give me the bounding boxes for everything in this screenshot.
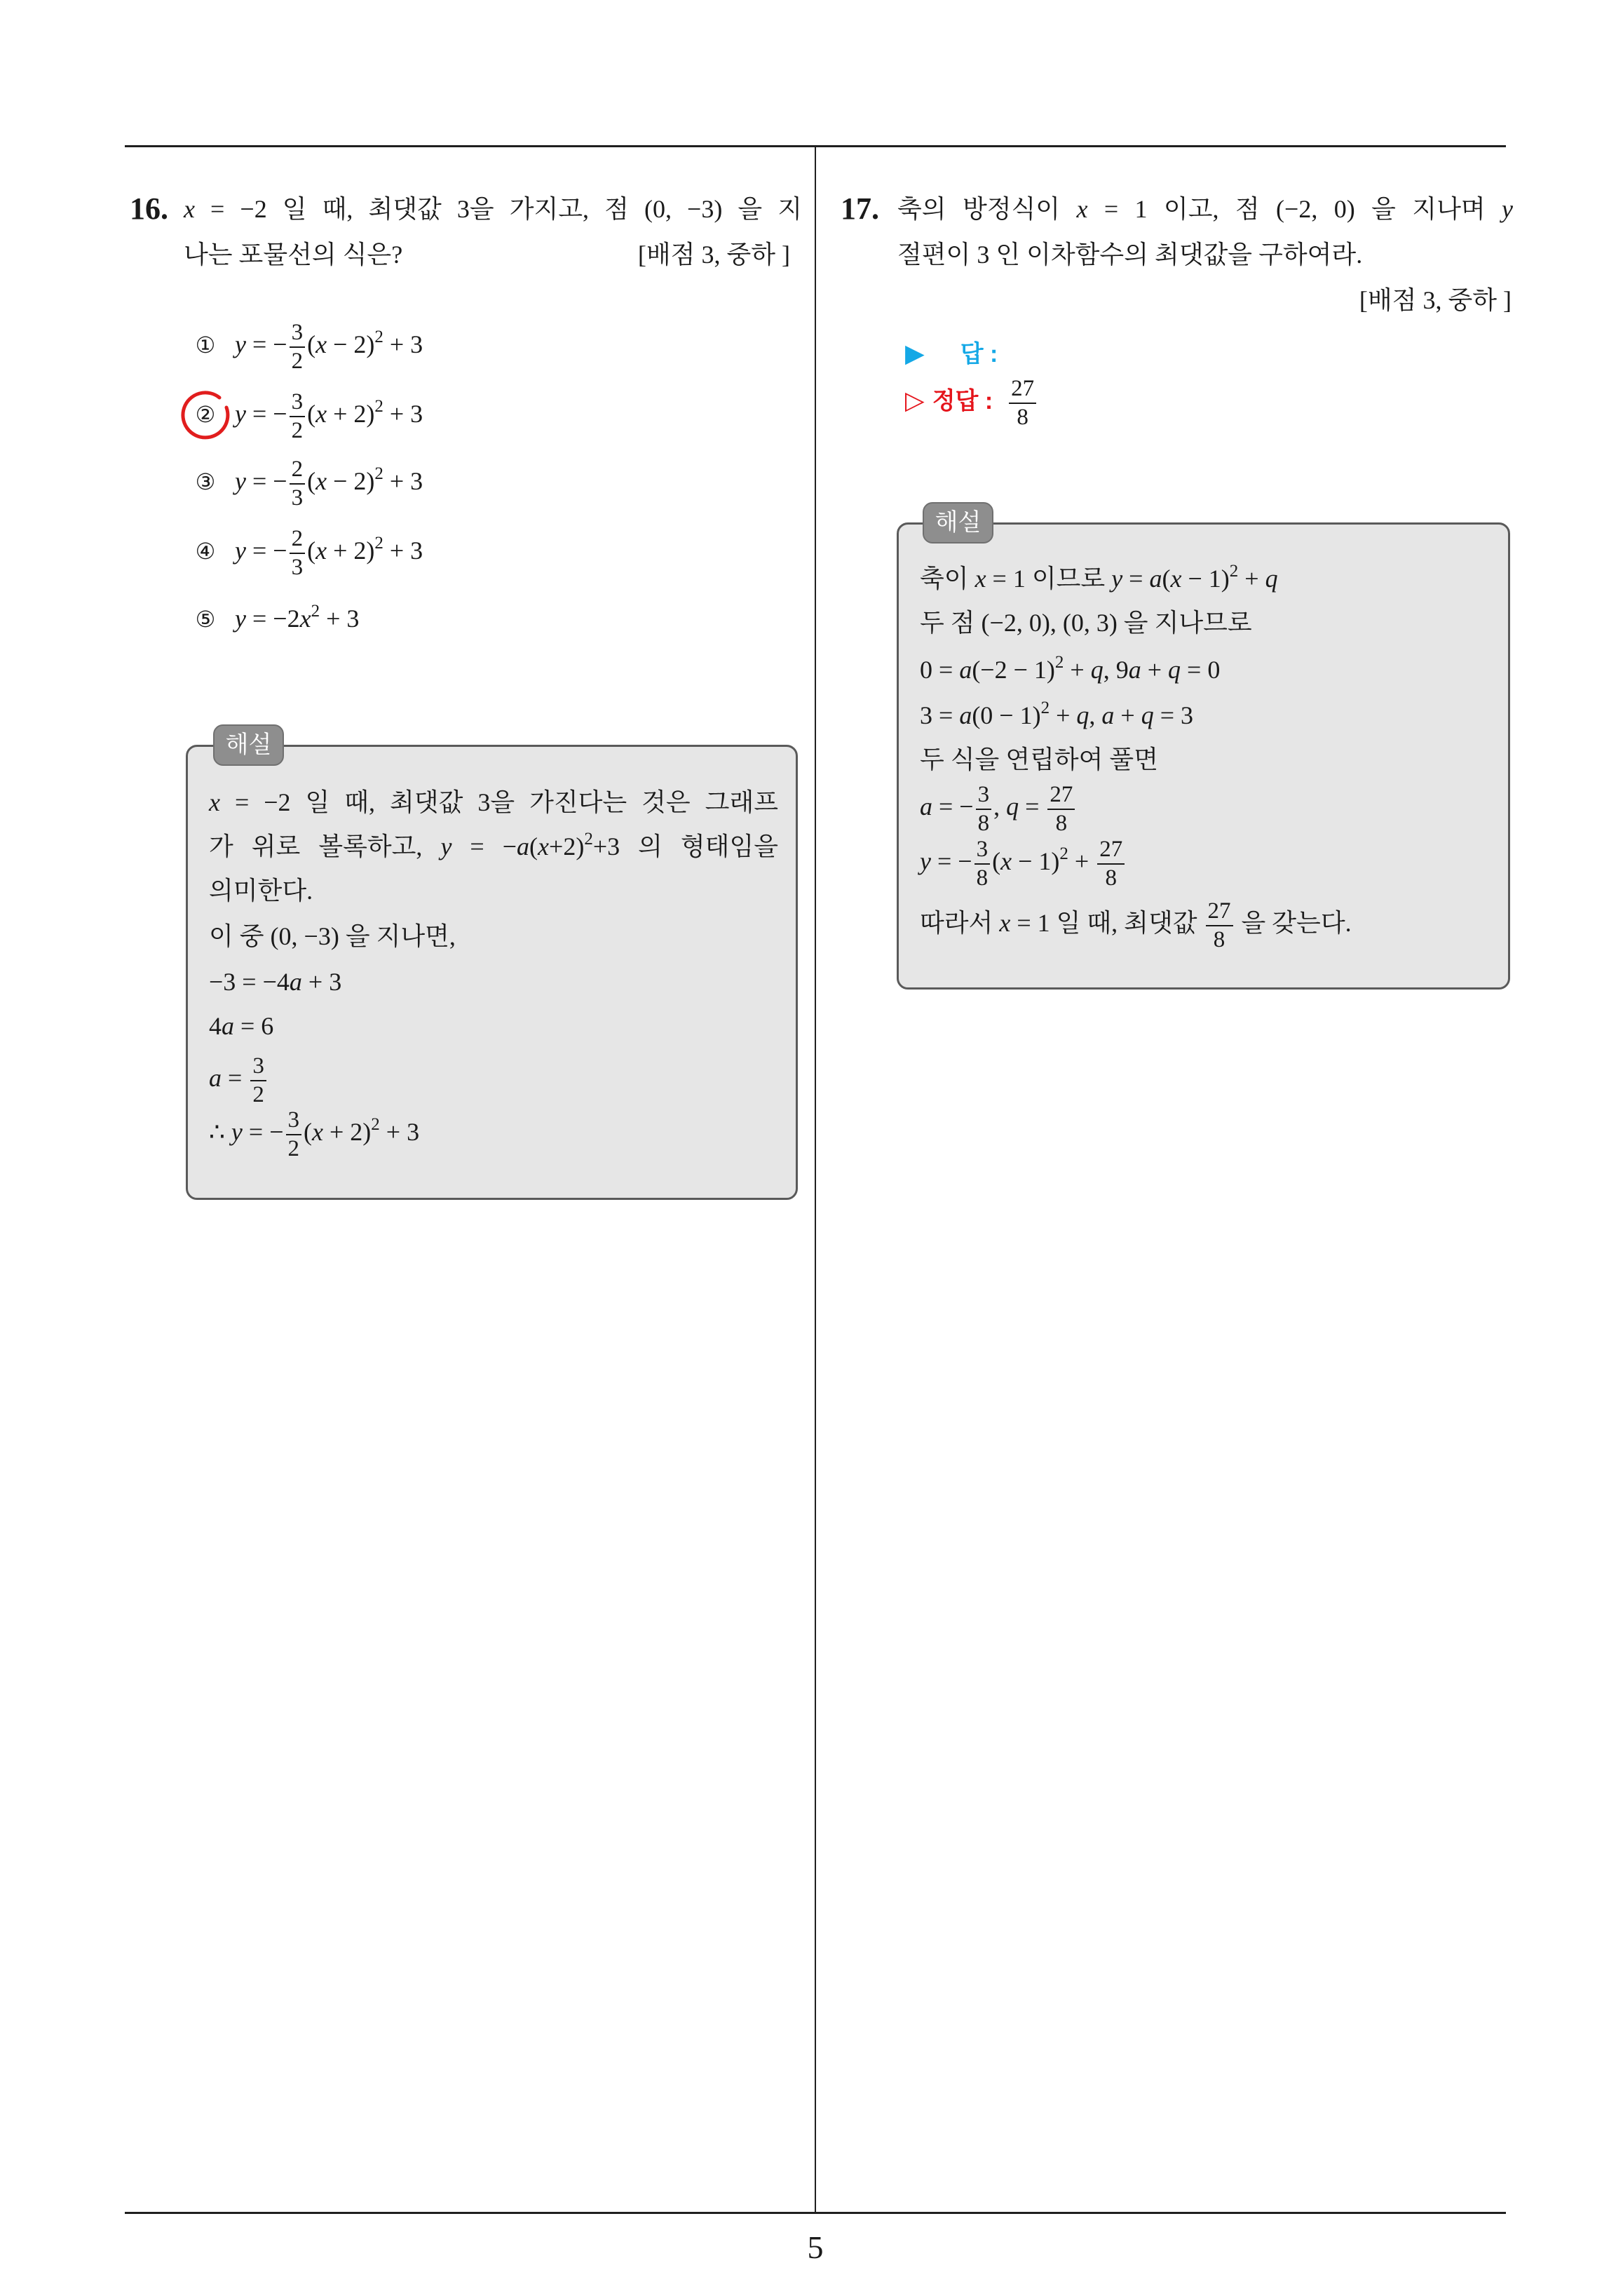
math-variable: a bbox=[1149, 565, 1162, 593]
math-variable: a bbox=[959, 656, 972, 684]
text-run: 가 위로 볼록하고, bbox=[209, 832, 441, 860]
exponent: 2 bbox=[311, 602, 320, 621]
outline-triangle-icon: ▷ bbox=[905, 386, 925, 415]
problem-16-stem-line-2 bbox=[184, 227, 402, 283]
text-run: = − bbox=[245, 400, 287, 428]
option-1 bbox=[191, 316, 423, 372]
math-variable: a bbox=[289, 968, 302, 996]
text-run: = − bbox=[245, 467, 287, 495]
text-run: 따라서 bbox=[920, 909, 1000, 937]
play-triangle-icon: ▶ bbox=[905, 339, 925, 368]
correct-answer-row bbox=[905, 372, 1038, 428]
option-marker: ① bbox=[195, 332, 216, 358]
option-expression bbox=[235, 453, 423, 510]
math-variable: x bbox=[184, 195, 195, 223]
fraction bbox=[1047, 783, 1075, 835]
exponent: 2 bbox=[584, 830, 593, 849]
text-run: (−2 − 1) bbox=[972, 656, 1055, 684]
text-run: = − bbox=[245, 536, 287, 565]
text-run: = − bbox=[451, 832, 517, 860]
fraction-denominator: 2 bbox=[290, 416, 306, 443]
text-run: + bbox=[1050, 701, 1077, 729]
math-variable: y bbox=[1502, 195, 1514, 223]
math-variable: a bbox=[920, 792, 932, 821]
text-run: ( bbox=[307, 400, 316, 428]
option-expression bbox=[235, 316, 423, 373]
fraction-numerator: 3 bbox=[252, 1053, 264, 1079]
text-run: ∴ bbox=[209, 1118, 231, 1146]
text-run: 을 갖는다. bbox=[1235, 909, 1352, 937]
solution-16-line-8 bbox=[209, 1104, 419, 1160]
fraction bbox=[286, 1109, 302, 1161]
fraction-denominator: 8 bbox=[1047, 809, 1075, 835]
problem-17-stem-line-2 bbox=[897, 227, 1362, 283]
exponent: 2 bbox=[374, 464, 383, 483]
text-run: + 2) bbox=[327, 536, 375, 565]
text-run: + 3 bbox=[383, 400, 423, 428]
problem-17-number: 17. bbox=[841, 191, 879, 226]
fraction-denominator: 2 bbox=[250, 1080, 266, 1107]
option-marker: ② bbox=[191, 386, 219, 443]
text-run: = − bbox=[932, 792, 974, 821]
fraction-numerator: 3 bbox=[291, 389, 304, 414]
text-run: ( bbox=[1162, 565, 1171, 593]
math-variable: x bbox=[312, 1118, 323, 1146]
answer-label: 답 : bbox=[960, 341, 998, 367]
math-variable: x bbox=[1000, 847, 1012, 875]
text-run: 두 식을 연립하여 풀면 bbox=[920, 745, 1158, 774]
math-variable: y bbox=[235, 605, 246, 633]
solution-16-line-6 bbox=[209, 998, 273, 1054]
solution-17-line-6 bbox=[920, 778, 1077, 835]
fraction-numerator: 3 bbox=[291, 319, 304, 345]
exponent: 2 bbox=[374, 327, 383, 346]
text-run: = bbox=[222, 1064, 249, 1092]
text-run: = − bbox=[245, 330, 287, 358]
problem-17-score: [배점 3, 중하 ] bbox=[1359, 286, 1512, 314]
text-run: 0 = bbox=[920, 656, 960, 684]
fraction-denominator: 3 bbox=[290, 553, 306, 579]
option-marker: ⑤ bbox=[195, 606, 216, 633]
fraction bbox=[290, 321, 306, 373]
exponent: 2 bbox=[374, 397, 383, 416]
exponent: 2 bbox=[374, 534, 383, 553]
math-variable: a bbox=[209, 1064, 222, 1092]
text-run: + 3 bbox=[379, 1118, 420, 1146]
fraction-numerator: 2 bbox=[291, 525, 304, 551]
option-expression bbox=[235, 522, 423, 579]
text-run: + 3 bbox=[320, 605, 360, 633]
math-variable: x bbox=[999, 909, 1011, 937]
option-2 bbox=[191, 386, 423, 442]
math-variable: y bbox=[235, 536, 246, 565]
math-variable: q bbox=[1168, 656, 1181, 684]
text-run: 3 = bbox=[920, 701, 960, 729]
text-run: = 0 bbox=[1181, 656, 1221, 684]
option-4 bbox=[191, 522, 423, 579]
text-run: +3 의 형태임을 bbox=[592, 832, 778, 860]
fraction bbox=[976, 783, 992, 835]
math-variable: y bbox=[1111, 565, 1123, 593]
fraction-numerator: 2 bbox=[291, 456, 304, 482]
solution-17-line-8 bbox=[920, 895, 1352, 951]
text-run: 4 bbox=[209, 1012, 222, 1040]
text-run: ( bbox=[529, 832, 538, 860]
text-run: + bbox=[1141, 656, 1169, 684]
fraction-numerator: 3 bbox=[977, 781, 990, 807]
fraction-denominator: 8 bbox=[976, 809, 992, 835]
text-run: 축의 방정식이 bbox=[897, 195, 1077, 223]
text-run: ( bbox=[307, 330, 316, 358]
fraction-numerator: 27 bbox=[1050, 781, 1073, 807]
fraction bbox=[250, 1055, 266, 1107]
text-run: − 2) bbox=[327, 467, 375, 495]
fraction bbox=[975, 838, 991, 890]
text-run: ( bbox=[307, 467, 316, 495]
fraction bbox=[1097, 838, 1125, 890]
math-variable: q bbox=[1265, 565, 1278, 593]
text-run: − 1) bbox=[1181, 565, 1230, 593]
text-run: + 3 bbox=[383, 330, 423, 358]
text-run: + 3 bbox=[301, 968, 342, 996]
text-run: = −2 일 때, 최댓값 3을 가진다는 것은 그래프 bbox=[219, 788, 778, 816]
text-run: = 1 이므로 bbox=[986, 565, 1112, 593]
fraction-denominator: 3 bbox=[290, 483, 306, 510]
text-run: + bbox=[1114, 701, 1141, 729]
fraction-denominator: 8 bbox=[1009, 403, 1036, 429]
text-run: ( bbox=[992, 847, 1001, 875]
text-run: 절편이 3 인 이차함수의 최댓값을 구하여라. bbox=[897, 241, 1363, 269]
exponent: 2 bbox=[1054, 653, 1064, 672]
problem-16-score: [배점 3, 중하 ] bbox=[637, 241, 790, 269]
page-number: 5 bbox=[807, 2229, 824, 2265]
exponent: 2 bbox=[371, 1115, 380, 1134]
math-variable: q bbox=[1006, 792, 1019, 821]
math-variable: x bbox=[1076, 195, 1088, 223]
bottom-rule bbox=[125, 2212, 1506, 2214]
option-marker: ④ bbox=[195, 538, 216, 565]
text-run: = 3 bbox=[1153, 701, 1194, 729]
option-5 bbox=[191, 590, 359, 647]
text-run: = − bbox=[242, 1118, 284, 1146]
text-run: + 2) bbox=[322, 1118, 372, 1146]
fraction-numerator: 27 bbox=[1207, 898, 1231, 924]
math-variable: y bbox=[440, 832, 452, 860]
text-run: , bbox=[993, 792, 1007, 821]
text-run: = − bbox=[930, 847, 972, 875]
option-expression bbox=[235, 590, 359, 647]
exponent: 2 bbox=[1040, 698, 1050, 717]
solution-16-line-7 bbox=[209, 1050, 269, 1106]
math-variable: y bbox=[235, 400, 246, 428]
math-variable: a bbox=[222, 1012, 234, 1040]
text-run: −3 = −4 bbox=[209, 968, 290, 996]
math-variable: y bbox=[235, 330, 246, 358]
fraction bbox=[1009, 377, 1036, 429]
fraction-denominator: 8 bbox=[1097, 863, 1125, 890]
text-run: = 1 이고, 점 (−2, 0) 을 지나며 bbox=[1087, 195, 1502, 223]
fraction bbox=[290, 527, 306, 579]
math-variable: q bbox=[1090, 656, 1103, 684]
math-variable: y bbox=[235, 467, 246, 495]
text-run: = bbox=[1019, 792, 1046, 821]
text-run: − 2) bbox=[327, 330, 375, 358]
correct-answer-value bbox=[1007, 372, 1038, 429]
math-variable: x bbox=[315, 400, 327, 428]
math-variable: a bbox=[1101, 701, 1115, 729]
fraction bbox=[1206, 900, 1233, 952]
teacher-circle-mark-icon bbox=[177, 386, 233, 443]
problem-16-number: 16. bbox=[130, 191, 168, 226]
text-run: = 1 일 때, 최댓값 bbox=[1010, 909, 1204, 937]
text-run: = bbox=[1122, 565, 1150, 593]
text-run: = −2 일 때, 최댓값 3을 가지고, 점 (0, −3) 을 지 bbox=[194, 195, 802, 223]
math-variable: a bbox=[517, 832, 530, 860]
option-marker: ③ bbox=[195, 468, 216, 495]
math-variable: x bbox=[1170, 565, 1182, 593]
math-variable: q bbox=[1076, 701, 1089, 729]
text-run: + 3 bbox=[383, 536, 423, 565]
fraction-numerator: 3 bbox=[287, 1107, 299, 1133]
math-variable: x bbox=[299, 605, 311, 633]
math-variable: x bbox=[315, 467, 327, 495]
math-variable: a bbox=[1128, 656, 1141, 684]
math-variable: y bbox=[231, 1118, 243, 1146]
text-run: 축이 bbox=[920, 565, 975, 593]
option-3 bbox=[191, 453, 423, 509]
fraction-numerator: 27 bbox=[1011, 375, 1035, 401]
solution-label-17: 해설 bbox=[923, 502, 993, 543]
text-run: 두 점 (−2, 0), (0, 3) 을 지나므로 bbox=[920, 609, 1252, 637]
text-run: + bbox=[1068, 847, 1096, 875]
text-run: (0 − 1) bbox=[972, 701, 1041, 729]
text-run: ( bbox=[304, 1118, 312, 1146]
text-run: = −2 bbox=[245, 605, 300, 633]
math-variable: x bbox=[315, 330, 327, 358]
fraction-numerator: 3 bbox=[976, 836, 989, 862]
math-variable: q bbox=[1141, 701, 1154, 729]
text-run: 나는 포물선의 식은? bbox=[184, 241, 403, 269]
fraction-denominator: 8 bbox=[1206, 925, 1233, 952]
text-run: 의미한다. bbox=[209, 877, 313, 905]
fraction-denominator: 2 bbox=[286, 1134, 302, 1161]
text-run: ( bbox=[307, 536, 316, 565]
exponent: 2 bbox=[1229, 562, 1239, 581]
math-variable: y bbox=[920, 847, 931, 875]
fraction-numerator: 27 bbox=[1099, 836, 1123, 862]
text-run: , 9 bbox=[1103, 656, 1129, 684]
math-variable: a bbox=[959, 701, 972, 729]
column-divider bbox=[815, 145, 816, 2213]
option-expression bbox=[235, 386, 423, 443]
text-run: = 6 bbox=[234, 1012, 274, 1040]
math-variable: x bbox=[315, 536, 327, 565]
text-run: +2) bbox=[549, 832, 585, 860]
text-run: + 3 bbox=[383, 467, 423, 495]
text-run: + bbox=[1238, 565, 1265, 593]
fraction-denominator: 2 bbox=[290, 346, 306, 373]
text-run: 이 중 (0, −3) 을 지나면, bbox=[209, 922, 456, 950]
math-variable: x bbox=[538, 832, 550, 860]
solution-label-16: 해설 bbox=[213, 724, 284, 766]
text-run: , bbox=[1089, 701, 1102, 729]
correct-answer-label: 정답 : bbox=[932, 388, 993, 414]
math-variable: x bbox=[209, 788, 220, 816]
text-run: + bbox=[1064, 656, 1091, 684]
text-run: − 1) bbox=[1012, 847, 1060, 875]
fraction bbox=[290, 458, 306, 510]
text-run: + 2) bbox=[327, 400, 375, 428]
exponent: 2 bbox=[1059, 844, 1068, 863]
fraction bbox=[290, 391, 306, 443]
math-variable: x bbox=[975, 565, 986, 593]
solution-17-line-7 bbox=[920, 833, 1127, 889]
fraction-denominator: 8 bbox=[975, 863, 991, 890]
